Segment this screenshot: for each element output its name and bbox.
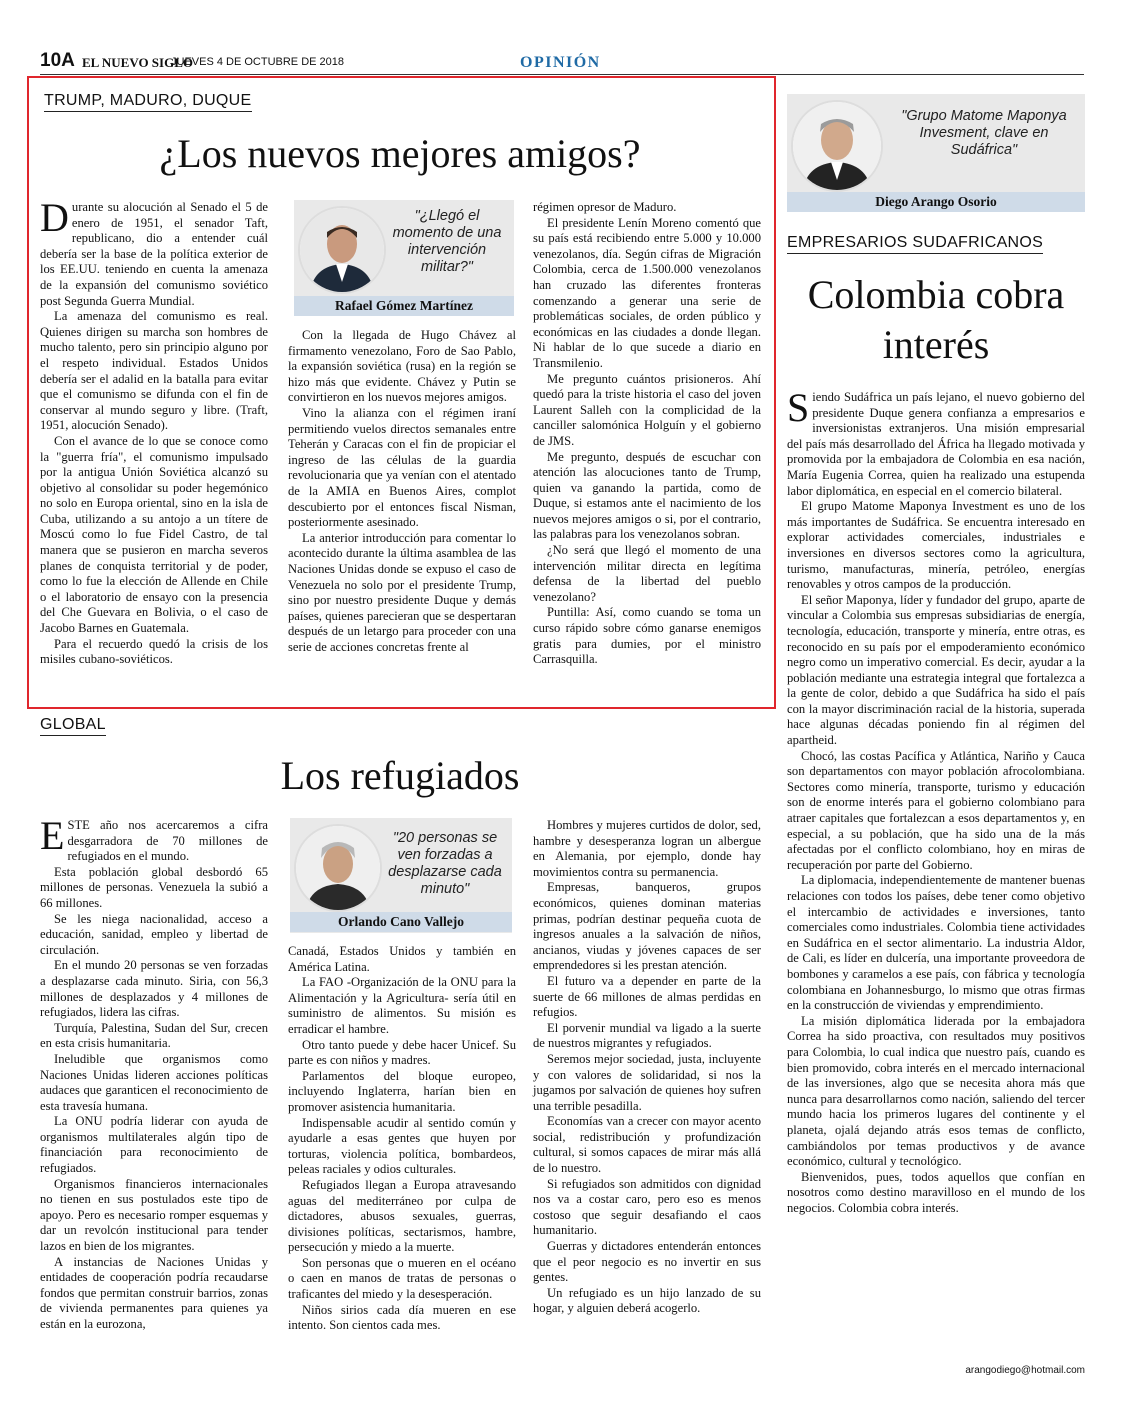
paragraph: Se les niega nacionalidad, acceso a educación, sanidad, empleo y libertad de circulación. (40, 911, 268, 957)
headline (787, 270, 1085, 370)
page-number: 10A (40, 50, 75, 71)
paragraph: ¿No será que llegó el momento de una intervención militar directa en legítima defensa de la libertad del pueblo venezolano? (533, 543, 761, 604)
article-column-1 (40, 813, 268, 1333)
page-header (40, 50, 1084, 75)
paragraph: El futuro va a depender en parte de la suerte de 66 millones de almas perdidas en refugios. (533, 973, 761, 1020)
paragraph: A instancias de Naciones Unidas y entidades de cooperación podría recaudarse fondos que permitan construir barrios, zonas de vivienda permanentes para quienes ya están en la eurozona, (40, 1254, 268, 1331)
paragraph: STE año nos acercaremos a cifra desgarradora de 70 millones de refugiados en el mundo. (67, 818, 268, 864)
paragraph: Organismos financieros internacionales no tienen en sus postulados este tipo de apoyo. Pero es necesario romper esquemas y dar un revolcón institucional para tender lazos en bien de los migrantes. (40, 1176, 268, 1254)
article-column (787, 385, 1085, 1216)
author-name: Rafael Gómez Martínez (294, 296, 514, 316)
paragraph: Ineludible que organismos como Naciones Unidas lideren acciones políticas audaces que garanticen el reconocimiento de esta travesía humana. (40, 1051, 268, 1113)
pull-quote: "Grupo Matome Maponya Invesment, clave en Sudáfrica" (901, 108, 1067, 158)
paragraph: Son personas que o mueren en el océano o caen en manos de tratas de personas o traficantes del miedo y la desesperación. (288, 1255, 516, 1302)
paragraph: La amenaza del comunismo es real. Quienes dirigen su marcha son hombres de mucho talento, pero sin principio alguno por el respeto individual. Estados Unidos debería ser el adalid en la batalla para evitar que el comunismo se difunda con el fin de conservar al mundo seguro y libre. (Traft, 1951, alocución Senado). (40, 309, 268, 433)
headline-line: interés (882, 322, 990, 367)
paragraph: Vino la alianza con el régimen iraní permitiendo vuelos directos semanales entre Teherán y Caracas con el fin de propiciar el ingreso de las células de la guardia revolucionaria que ya venían con el atentado de la AMIA en Buenos Aires, complot descubierto por el entonces fiscal Nisman, posteriormente asesinado. (288, 405, 516, 530)
paragraph: Seremos mejor sociedad, justa, incluyente y con valores de solidaridad, si nos la jugamos por salvación de quienes hoy sufren una terrible pesadilla. (533, 1051, 761, 1113)
drop-cap: E (40, 813, 65, 858)
headline: Los refugiados (280, 753, 520, 798)
article-column-3 (533, 200, 761, 668)
paragraph: régimen opresor de Maduro. (533, 200, 677, 214)
paragraph: El señor Maponya, líder y fundador del grupo, aparte de vincular a Colombia sus empresas subsidiarias de energía, tecnología, educación, transporte y minería, entre otras, es reconocido en su país por el empoderamiento económico negro como un imperativo comercial. Es decir, ayudar a la población mediante una estrategia integral que fortalezca a la gente de color, debido a que Sudáfrica ha sido el país con la mayor discriminación racial de la historia, superada hace algunas décadas poniendo fin al régimen del apartheid. (787, 592, 1085, 748)
paragraph: Empresas, banqueros, grupos económicos, quienes dominan materias primas, podrían destinar pequeña cuota de ingresos anuales a la salvación de niños, ancianos, viudas y jóvenes capaces de ser emprendedores si les prestan atención. (533, 880, 761, 973)
paragraph: Un refugiado es un hijo lanzado de su hogar, y alguien deberá acogerlo. (533, 1285, 761, 1316)
paragraph: El porvenir mundial va ligado a la suerte de nuestros migrantes y refugiados. (533, 1020, 761, 1051)
paragraph: Para el recuerdo quedó la crisis de los misiles cubano-soviéticos. (40, 636, 268, 667)
paragraph: En el mundo 20 personas se ven forzadas a desplazarse cada minuto. Siria, con 56,3 millones de desplazados y 4 millones de refugiados, lidera las cifras. (40, 958, 268, 1020)
author-name: Diego Arango Osorio (787, 192, 1085, 212)
kicker: EMPRESARIOS SUDAFRICANOS (787, 234, 1043, 254)
paragraph: Parlamentos del bloque europeo, incluyendo Inglaterra, harían bien en promover asistencia humanitaria. (288, 1068, 516, 1114)
author-photo (791, 100, 883, 192)
paragraph: Turquía, Palestina, Sudan del Sur, crecen en esta crisis humanitaria. (40, 1020, 268, 1051)
author-email[interactable]: arangodiego@hotmail.com (965, 1365, 1085, 1376)
paragraph: Niños sirios cada día mueren en ese intento. Son cientos cada mes. (288, 1302, 516, 1333)
paragraph: La FAO -Organización de la ONU para la Alimentación y la Agricultura- sería útil en suministro de alimentos. Su misión es erradicar el hambre. (288, 975, 516, 1036)
paragraph: La ONU podría liderar con ayuda de organismos multilaterales algún tipo de financiación para reconocimiento de refugiados. (40, 1114, 268, 1176)
paragraph: Si refugiados son admitidos con dignidad nos va a costar caro, pero eso es menos costoso que seguir desafiando el caos humanitario. (533, 1176, 761, 1238)
section-title: OPINIÓN (520, 54, 601, 71)
author-photo (294, 824, 382, 912)
author-photo (298, 206, 386, 294)
paragraph: Chocó, las costas Pacífica y Atlántica, Nariño y Cauca son departamentos con mayor población afrocolombiana. Sectores como minería, transporte, turismo y educación son de enorme interés para el gobierno colombiano para atraer capitales que fortalezcan a esos departamentos y, en especial, a su población, que ha sido una de la más afectadas por el conflicto colombiano, hoy en miras de recuperación por parte del Gobierno. (787, 748, 1085, 872)
paragraph: Guerras y dictadores entenderán entonces que el peor negocio es no invertir en sus gentes. (533, 1239, 761, 1285)
headline-line: Colombia cobra (807, 272, 1065, 317)
paragraph: Refugiados llegan a Europa atravesando aguas del mediterráneo por culpa de dictadores, abusos sexuales, guerras, divisiones políticas, sectarismos, hambre, persecución y miedo a la muerte. (288, 1177, 516, 1255)
paragraph: Canadá, Estados Unidos y también en América Latina. (288, 944, 516, 974)
paragraph: Con el avance de lo que se conoce como la "guerra fría", el comunismo impulsado por la antigua Unión Soviética alcanzó su objetivo al consolidar su poder hegemónico no solo en Europa oriental, sino en la isla de Cuba, utilizando a su antojo a un títere de Moscú como lo fue Fidel Castro, de tal manera que se pusieron en marcha severos planes de conquista territorial y de poder, como lo fue la elección de Allende en Chile o el laboratorio de ensayo con la presencia del Che Guevara en Bolivia, o el caso de Jacobo Barnes en Guatemala. (40, 433, 268, 636)
paragraph: Economías van a crecer con mayor acento social, redistribución y profundización cultural, si somos capaces de mirar más allá de lo nuestro. (533, 1114, 761, 1176)
pull-quote: "20 personas se ven forzadas a desplazarse cada minuto" (388, 830, 502, 897)
article-column-2 (288, 328, 516, 655)
article-column-2 (288, 944, 516, 1334)
paragraph: La misión diplomática liderada por la embajadora Correa ha sido proactiva, con resultados muy positivos para Colombia, lo cual indica que nuestro país, cuando es bien promovido, cobra interés en el mercado internacional de las inversiones, algo que se necesita ahora más que nunca para desarrollarnos como nación, saliendo del tercer mundo hacia los primeros lugares del continente y el planeta, ojalá dejando atrás esos temas de conflicto, cambiándolos por temas productivos y de avance económico, cultural y tecnológico. (787, 1013, 1085, 1169)
paragraph: La anterior introducción para comentar lo acontecido durante la última asamblea de las Naciones Unidas donde se expuso el caso de Venezuela no solo por el presidente Trump, sino por nuestro presidente Duque y demás países, quienes parecieran que se despertaran después de un letargo para proceder con una serie de acciones concretas frente al (288, 530, 516, 654)
kicker: TRUMP, MADURO, DUQUE (44, 92, 252, 112)
paragraph: Me pregunto, después de escuchar con atención las alocuciones tanto de Trump, quien va ganando la partida, como de Duque, si estamos ante el nacimiento de los nuevos mejores amigos o si, por el contrario, las palabras para los venezolanos sobran. (533, 449, 761, 542)
paragraph: Otro tanto puede y debe hacer Unicef. Su parte es con niños y madres. (288, 1037, 516, 1068)
paragraph: Esta población global desbordó 65 millones de personas. Venezuela la subió a 66 millones. (40, 864, 268, 910)
paragraph: Hombres y mujeres curtidos de dolor, sed, hambre y desesperanza logran un albergue en Alemania, por ejemplo, donde hay movimientos contra su permanencia. (533, 818, 761, 879)
paragraph: La diplomacia, independientemente de mantener buenas relaciones con todos los países, debe tener como objetivo el intercambio de actividades e inversiones, tanto comerciales como industriales. Colombia tiene actividades en Sudáfrica en el sector alimentario. La industria Aldor, de Cali, es líder en dulcería, una importante proveedora de bombones y caramelos a ese país, con fábrica y tecnología colombiana en Johannesburgo, lo mismo que otras firmas en la construcción de viviendas y emprendimiento. (787, 873, 1085, 1013)
paragraph: Puntilla: Así, como cuando se toma un curso rápido sobre cómo ganarse enemigos gratis para dumies, por el ministro Carrasquilla. (533, 605, 761, 667)
author-name: Orlando Cano Vallejo (290, 912, 512, 932)
paragraph: Indispensable acudir al sentido común y ayudarle a esas gentes que huyen por torturas, violencia política, bombardeos, peleas raciales y odios culturales. (288, 1115, 516, 1177)
paragraph: Con la llegada de Hugo Chávez al firmamento venezolano, Foro de Sao Pablo, la expansión soviética (rusa) en la región se hizo más que evidente. Chávez y Putin se convirtieron en los nuevos mejores amigos. (288, 328, 516, 405)
paragraph: Me pregunto cuántos prisioneros. Ahí quedó para la triste historia el caso del joven Laurent Salleh con la complicidad de la canciller salomónica Holguín y el gobierno de JMS. (533, 371, 761, 448)
article-column-1 (40, 195, 268, 668)
article-column-3 (533, 818, 761, 1317)
paragraph: iendo Sudáfrica un país lejano, el nuevo gobierno del presidente Duque genera confianza a empresarios e inversionistas extranjeros. Una misión empresarial del país más desarrollado del África ha llegado motivada y promovida por la embajadora de Colombia en esa nación, María Eugenia Correa, quien ha realizado una estupenda labor diplomática, en especial en el comercio bilateral. (787, 390, 1085, 498)
pull-quote: "¿Llegó el momento de una intervención militar?" (392, 208, 502, 275)
headline: ¿Los nuevos mejores amigos? (159, 131, 641, 176)
paragraph: El grupo Matome Maponya Investment es uno de los más importantes de Sudáfrica. Se encuentra interesado en explorar actividades comerciales, industriales e inversiones en diversos sectores como la agricultura, turismo, manufacturas, minería, petróleo, energías renovables y otros campos de la producción. (787, 499, 1085, 592)
paragraph: urante su alocución al Senado el 5 de enero de 1951, el senador Taft, republicano, dio a entender cuál debería ser la base de la política exterior de los EE.UU. teniendo en cuenta la amenaza de la expansión del comunismo soviético post Segunda Guerra Mundial. (40, 200, 268, 308)
paragraph: El presidente Lenín Moreno comentó que su país está recibiendo entre 5.000 y 10.000 venezolanos, día. Según cifras de Migración Colombia, cerca de 1.500.000 venezolanos han cruzado las diferentes fronteras comenzando a generar una serie de problemáticas sociales, de orden público y económicas en las ciudades a donde llegan. Ni hablar de lo que sucede a diario en Transmilenio. (533, 215, 761, 370)
newspaper-name: EL NUEVO SIGLO (82, 55, 193, 70)
issue-date: JUEVES 4 DE OCTUBRE DE 2018 (171, 56, 345, 68)
drop-cap: S (787, 385, 810, 430)
paragraph: Bienvenidos, pues, todos aquellos que confían en nosotros como destino maravilloso en el mundo de los negocios. Colombia cobra interés. (787, 1169, 1085, 1215)
kicker: GLOBAL (40, 716, 106, 736)
drop-cap: D (40, 195, 69, 240)
